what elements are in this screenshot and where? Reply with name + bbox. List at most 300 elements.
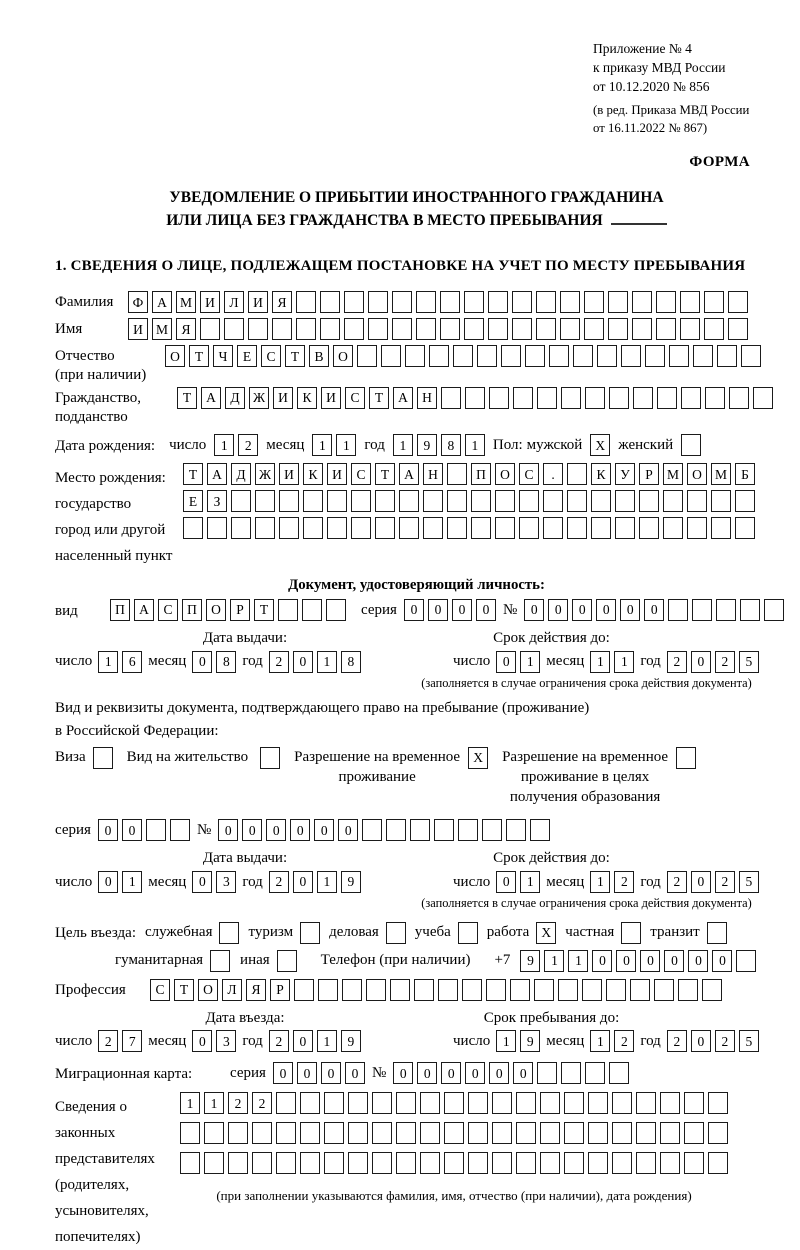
char-box[interactable]: 0 [441,1062,461,1084]
char-box[interactable] [228,1152,248,1174]
char-box[interactable] [741,345,761,367]
char-box[interactable] [612,1152,632,1174]
char-box[interactable] [183,517,203,539]
char-box[interactable]: 0 [513,1062,533,1084]
char-box[interactable]: Д [225,387,245,409]
char-box[interactable] [729,387,749,409]
char-box[interactable]: 5 [739,1030,759,1052]
char-box[interactable]: Т [285,345,305,367]
char-box[interactable] [543,490,563,512]
char-box[interactable] [464,291,484,313]
char-box[interactable]: 7 [122,1030,142,1052]
char-box[interactable] [728,318,748,340]
char-box[interactable]: 0 [273,1062,293,1084]
char-box[interactable]: 1 [180,1092,200,1114]
char-box[interactable] [636,1152,656,1174]
char-box[interactable] [318,979,338,1001]
char-box[interactable] [477,345,497,367]
char-box[interactable] [351,490,371,512]
char-box[interactable]: 0 [476,599,496,621]
char-box[interactable]: X [468,747,488,769]
char-box[interactable]: 0 [452,599,472,621]
char-box[interactable]: Ж [255,463,275,485]
char-box[interactable]: П [110,599,130,621]
char-box[interactable]: Л [222,979,242,1001]
char-box[interactable] [564,1092,584,1114]
char-box[interactable]: З [207,490,227,512]
char-box[interactable] [636,1122,656,1144]
char-box[interactable] [279,490,299,512]
char-box[interactable] [660,1152,680,1174]
char-box[interactable]: 9 [520,1030,540,1052]
char-box[interactable] [375,490,395,512]
char-box[interactable]: 2 [269,871,289,893]
char-box[interactable] [536,291,556,313]
char-box[interactable] [669,345,689,367]
char-box[interactable] [716,599,736,621]
char-box[interactable]: 0 [712,950,732,972]
char-box[interactable]: 0 [297,1062,317,1084]
char-box[interactable] [516,1092,536,1114]
char-box[interactable]: 1 [317,651,337,673]
char-box[interactable] [615,517,635,539]
char-box[interactable] [464,318,484,340]
char-box[interactable]: 0 [691,651,711,673]
char-box[interactable]: 0 [266,819,286,841]
char-box[interactable]: 2 [269,1030,289,1052]
char-box[interactable]: И [248,291,268,313]
char-box[interactable] [204,1122,224,1144]
char-box[interactable]: 1 [544,950,564,972]
char-box[interactable]: 0 [664,950,684,972]
char-box[interactable] [320,318,340,340]
char-box[interactable]: А [201,387,221,409]
char-box[interactable]: 0 [691,1030,711,1052]
char-box[interactable] [549,345,569,367]
char-box[interactable] [561,387,581,409]
char-box[interactable] [231,517,251,539]
char-box[interactable]: 1 [590,651,610,673]
char-box[interactable]: 5 [739,871,759,893]
char-box[interactable] [276,1152,296,1174]
char-box[interactable] [736,950,756,972]
char-box[interactable] [416,318,436,340]
char-box[interactable] [252,1122,272,1144]
char-box[interactable] [692,599,712,621]
char-box[interactable] [392,318,412,340]
char-box[interactable] [512,318,532,340]
char-box[interactable] [396,1152,416,1174]
char-box[interactable] [300,922,320,944]
char-box[interactable]: 2 [614,871,634,893]
char-box[interactable] [296,291,316,313]
char-box[interactable] [381,345,401,367]
char-box[interactable] [471,490,491,512]
char-box[interactable]: 9 [520,950,540,972]
char-box[interactable]: А [134,599,154,621]
char-box[interactable] [444,1092,464,1114]
char-box[interactable] [357,345,377,367]
char-box[interactable]: А [399,463,419,485]
char-box[interactable]: 0 [192,1030,212,1052]
char-box[interactable]: Т [174,979,194,1001]
char-box[interactable]: И [327,463,347,485]
char-box[interactable]: 0 [489,1062,509,1084]
char-box[interactable] [537,387,557,409]
char-box[interactable]: С [158,599,178,621]
char-box[interactable] [492,1152,512,1174]
char-box[interactable]: 0 [192,871,212,893]
char-box[interactable] [591,490,611,512]
char-box[interactable] [180,1152,200,1174]
char-box[interactable]: Я [272,291,292,313]
char-box[interactable]: 1 [520,871,540,893]
char-box[interactable] [630,979,650,1001]
char-box[interactable]: Т [369,387,389,409]
char-box[interactable]: С [261,345,281,367]
char-box[interactable]: 0 [524,599,544,621]
char-box[interactable] [279,517,299,539]
char-box[interactable]: А [152,291,172,313]
char-box[interactable] [326,599,346,621]
char-box[interactable]: 0 [314,819,334,841]
char-box[interactable]: 0 [293,651,313,673]
char-box[interactable] [525,345,545,367]
char-box[interactable]: 0 [644,599,664,621]
char-box[interactable]: Е [183,490,203,512]
char-box[interactable] [453,345,473,367]
char-box[interactable]: О [687,463,707,485]
char-box[interactable] [366,979,386,1001]
char-box[interactable]: 1 [568,950,588,972]
char-box[interactable] [324,1122,344,1144]
char-box[interactable] [458,922,478,944]
char-box[interactable]: Т [177,387,197,409]
char-box[interactable] [519,490,539,512]
char-box[interactable] [219,922,239,944]
char-box[interactable] [704,291,724,313]
char-box[interactable] [93,747,113,769]
char-box[interactable] [632,291,652,313]
char-box[interactable] [231,490,251,512]
char-box[interactable]: 1 [590,871,610,893]
char-box[interactable] [368,318,388,340]
char-box[interactable]: X [536,922,556,944]
char-box[interactable]: 2 [614,1030,634,1052]
char-box[interactable] [588,1152,608,1174]
char-box[interactable]: X [590,434,610,456]
char-box[interactable] [276,1092,296,1114]
char-box[interactable] [447,490,467,512]
char-box[interactable] [588,1122,608,1144]
char-box[interactable]: 2 [715,871,735,893]
char-box[interactable] [567,517,587,539]
char-box[interactable] [146,819,166,841]
char-box[interactable] [639,490,659,512]
char-box[interactable] [423,490,443,512]
char-box[interactable] [372,1122,392,1144]
char-box[interactable]: 2 [98,1030,118,1052]
char-box[interactable] [543,517,563,539]
char-box[interactable] [597,345,617,367]
char-box[interactable] [680,318,700,340]
char-box[interactable]: О [198,979,218,1001]
char-box[interactable]: 0 [192,651,212,673]
char-box[interactable] [707,922,727,944]
char-box[interactable] [567,463,587,485]
char-box[interactable]: Н [417,387,437,409]
char-box[interactable] [348,1152,368,1174]
char-box[interactable] [537,1062,557,1084]
char-box[interactable]: 0 [596,599,616,621]
char-box[interactable] [728,291,748,313]
char-box[interactable] [386,819,406,841]
char-box[interactable] [708,1152,728,1174]
char-box[interactable]: 0 [98,871,118,893]
char-box[interactable] [303,490,323,512]
char-box[interactable] [386,922,406,944]
char-box[interactable]: 0 [417,1062,437,1084]
char-box[interactable] [444,1152,464,1174]
char-box[interactable]: 0 [345,1062,365,1084]
char-box[interactable] [663,490,683,512]
char-box[interactable] [615,490,635,512]
char-box[interactable] [405,345,425,367]
char-box[interactable]: 1 [317,871,337,893]
char-box[interactable]: Ф [128,291,148,313]
char-box[interactable] [540,1152,560,1174]
char-box[interactable]: 1 [393,434,413,456]
char-box[interactable] [342,979,362,1001]
char-box[interactable] [560,291,580,313]
char-box[interactable] [414,979,434,1001]
char-box[interactable] [585,1062,605,1084]
char-box[interactable]: . [543,463,563,485]
char-box[interactable] [296,318,316,340]
char-box[interactable]: К [303,463,323,485]
char-box[interactable] [708,1122,728,1144]
char-box[interactable] [584,291,604,313]
char-box[interactable] [585,387,605,409]
char-box[interactable] [324,1152,344,1174]
char-box[interactable] [396,1122,416,1144]
char-box[interactable] [564,1122,584,1144]
char-box[interactable] [368,291,388,313]
char-box[interactable] [440,318,460,340]
char-box[interactable] [660,1092,680,1114]
char-box[interactable] [444,1122,464,1144]
char-box[interactable] [612,1122,632,1144]
char-box[interactable] [440,291,460,313]
char-box[interactable]: М [711,463,731,485]
char-box[interactable] [468,1092,488,1114]
char-box[interactable] [434,819,454,841]
char-box[interactable] [348,1092,368,1114]
char-box[interactable]: 2 [667,871,687,893]
char-box[interactable] [489,387,509,409]
char-box[interactable] [420,1092,440,1114]
char-box[interactable] [294,979,314,1001]
char-box[interactable] [516,1152,536,1174]
char-box[interactable] [348,1122,368,1144]
char-box[interactable] [248,318,268,340]
char-box[interactable] [687,490,707,512]
char-box[interactable] [656,291,676,313]
char-box[interactable] [276,1122,296,1144]
char-box[interactable] [344,291,364,313]
char-box[interactable]: 0 [688,950,708,972]
char-box[interactable] [468,1122,488,1144]
char-box[interactable] [656,318,676,340]
char-box[interactable] [501,345,521,367]
char-box[interactable]: 6 [122,651,142,673]
char-box[interactable] [482,819,502,841]
char-box[interactable]: 0 [496,651,516,673]
char-box[interactable]: И [200,291,220,313]
char-box[interactable]: 0 [465,1062,485,1084]
char-box[interactable]: 2 [269,651,289,673]
char-box[interactable] [510,979,530,1001]
char-box[interactable] [372,1152,392,1174]
char-box[interactable]: 1 [520,651,540,673]
char-box[interactable] [207,517,227,539]
char-box[interactable] [530,819,550,841]
char-box[interactable] [564,1152,584,1174]
char-box[interactable] [344,318,364,340]
char-box[interactable]: Т [189,345,209,367]
char-box[interactable]: Ж [249,387,269,409]
char-box[interactable] [711,490,731,512]
char-box[interactable] [375,517,395,539]
char-box[interactable] [324,1092,344,1114]
char-box[interactable] [678,979,698,1001]
char-box[interactable]: 3 [216,871,236,893]
char-box[interactable]: П [182,599,202,621]
char-box[interactable]: 0 [218,819,238,841]
char-box[interactable] [300,1092,320,1114]
char-box[interactable] [278,599,298,621]
char-box[interactable] [429,345,449,367]
char-box[interactable] [210,950,230,972]
char-box[interactable] [447,463,467,485]
char-box[interactable]: А [207,463,227,485]
char-box[interactable]: С [345,387,365,409]
char-box[interactable]: У [615,463,635,485]
char-box[interactable] [410,819,430,841]
char-box[interactable] [471,517,491,539]
char-box[interactable] [423,517,443,539]
char-box[interactable] [200,318,220,340]
char-box[interactable]: М [663,463,683,485]
char-box[interactable] [680,291,700,313]
char-box[interactable] [534,979,554,1001]
char-box[interactable]: 3 [216,1030,236,1052]
char-box[interactable] [676,747,696,769]
char-box[interactable] [492,1092,512,1114]
char-box[interactable]: Р [639,463,659,485]
char-box[interactable] [591,517,611,539]
char-box[interactable]: 0 [98,819,118,841]
char-box[interactable]: С [351,463,371,485]
char-box[interactable] [513,387,533,409]
char-box[interactable]: Н [423,463,443,485]
char-box[interactable] [711,517,731,539]
char-box[interactable] [416,291,436,313]
char-box[interactable] [668,599,688,621]
char-box[interactable] [465,387,485,409]
char-box[interactable] [300,1122,320,1144]
char-box[interactable] [567,490,587,512]
char-box[interactable] [654,979,674,1001]
char-box[interactable]: 0 [428,599,448,621]
char-box[interactable]: 0 [293,1030,313,1052]
char-box[interactable]: 0 [616,950,636,972]
char-box[interactable]: 9 [341,871,361,893]
char-box[interactable] [252,1152,272,1174]
char-box[interactable]: К [297,387,317,409]
char-box[interactable] [486,979,506,1001]
char-box[interactable] [396,1092,416,1114]
char-box[interactable] [609,1062,629,1084]
char-box[interactable]: 0 [640,950,660,972]
char-box[interactable]: И [279,463,299,485]
char-box[interactable]: С [519,463,539,485]
char-box[interactable]: 1 [98,651,118,673]
char-box[interactable]: 0 [496,871,516,893]
char-box[interactable] [717,345,737,367]
char-box[interactable] [561,1062,581,1084]
char-box[interactable] [702,979,722,1001]
char-box[interactable]: 1 [590,1030,610,1052]
char-box[interactable] [639,517,659,539]
char-box[interactable] [462,979,482,1001]
char-box[interactable] [255,517,275,539]
char-box[interactable] [362,819,382,841]
char-box[interactable]: 1 [122,871,142,893]
char-box[interactable] [438,979,458,1001]
char-box[interactable] [681,387,701,409]
char-box[interactable]: 0 [393,1062,413,1084]
char-box[interactable] [621,345,641,367]
char-box[interactable]: 0 [691,871,711,893]
char-box[interactable] [558,979,578,1001]
char-box[interactable]: 0 [293,871,313,893]
char-box[interactable] [704,318,724,340]
char-box[interactable] [300,1152,320,1174]
char-box[interactable]: Л [224,291,244,313]
char-box[interactable]: 0 [321,1062,341,1084]
char-box[interactable] [351,517,371,539]
char-box[interactable]: 2 [252,1092,272,1114]
char-box[interactable]: И [321,387,341,409]
char-box[interactable]: С [150,979,170,1001]
char-box[interactable] [495,490,515,512]
char-box[interactable]: 0 [620,599,640,621]
char-box[interactable]: 1 [204,1092,224,1114]
char-box[interactable] [608,318,628,340]
char-box[interactable] [582,979,602,1001]
char-box[interactable] [180,1122,200,1144]
char-box[interactable]: В [309,345,329,367]
char-box[interactable] [488,291,508,313]
char-box[interactable]: 1 [336,434,356,456]
char-box[interactable] [684,1092,704,1114]
char-box[interactable]: 0 [290,819,310,841]
char-box[interactable] [687,517,707,539]
char-box[interactable] [705,387,725,409]
char-box[interactable] [272,318,292,340]
char-box[interactable]: Т [375,463,395,485]
